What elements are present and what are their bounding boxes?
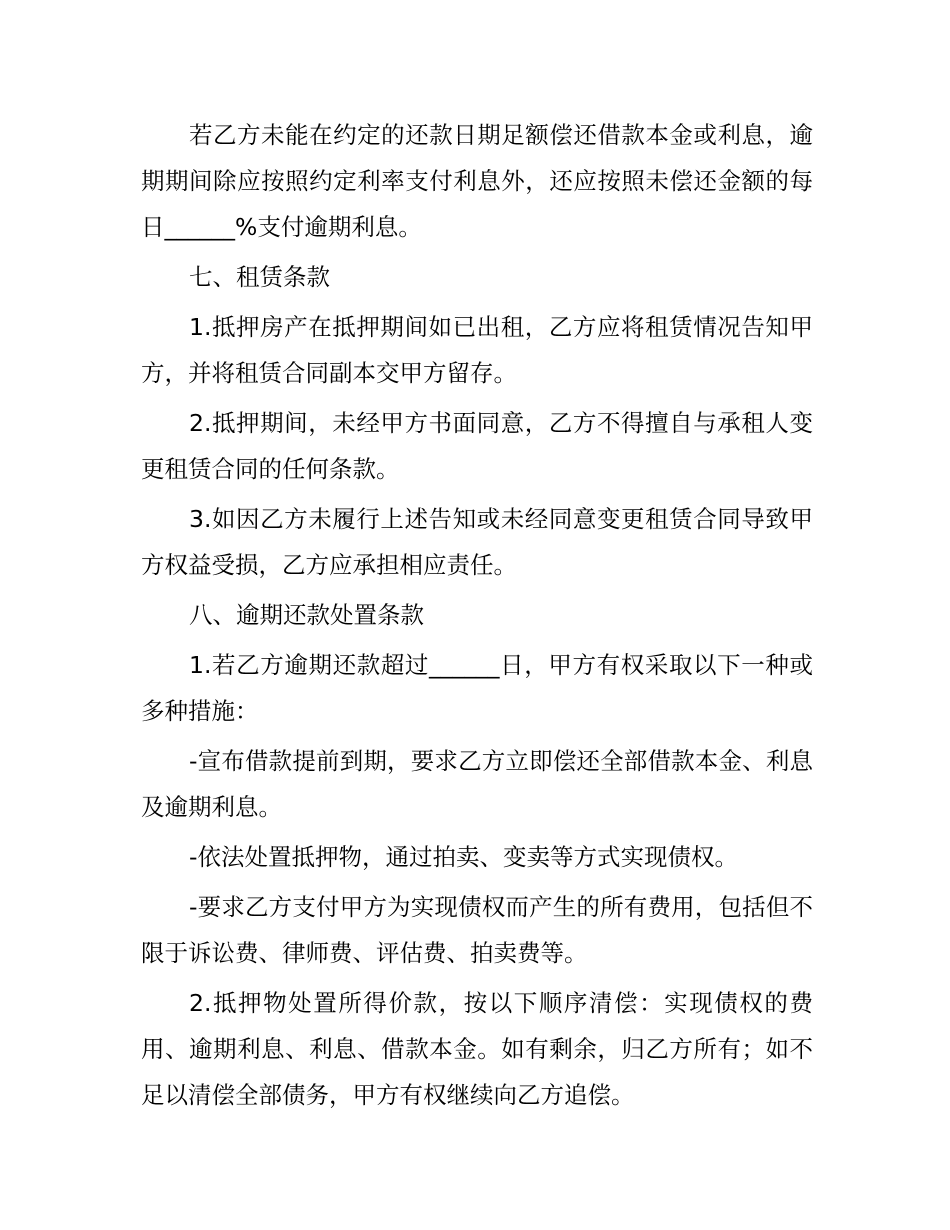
paragraph-disposal-measure-1: -宣布借款提前到期，要求乙方立即偿还全部借款本金、利息及逾期利息。 [141, 747, 813, 821]
paragraph-disposal-2: 2.抵押物处置所得价款，按以下顺序清偿：实现债权的费用、逾期利息、利息、借款本金。如有剩余，归乙方所有；如不足以清偿全部债务，甲方有权继续向乙方追偿。 [141, 989, 813, 1109]
paragraph-lease-3: 3.如因乙方未履行上述告知或未经同意变更租赁合同导致甲方权益受损，乙方应承担相应责任。 [141, 505, 813, 579]
paragraph-disposal-measure-2: -依法处置抵押物，通过拍卖、变卖等方式实现债权。 [189, 843, 738, 871]
section-heading-lease: 七、租赁条款 [189, 263, 330, 291]
paragraph-lease-2: 2.抵押期间，未经甲方书面同意，乙方不得擅自与承租人变更租赁合同的任何条款。 [141, 409, 813, 483]
document-body [141, 112, 813, 1118]
section-heading-overdue-disposal: 八、逾期还款处置条款 [189, 601, 424, 629]
paragraph-disposal-1: 1.若乙方逾期还款超过______日，甲方有权采取以下一种或多种措施： [141, 651, 813, 725]
paragraph-disposal-measure-3: -要求乙方支付甲方为实现债权而产生的所有费用，包括但不限于诉讼费、律师费、评估费、拍卖费等。 [141, 893, 813, 967]
paragraph-lease-1: 1.抵押房产在抵押期间如已出租，乙方应将租赁情况告知甲方，并将租赁合同副本交甲方留存。 [141, 313, 813, 387]
paragraph-overdue-interest: 若乙方未能在约定的还款日期足额偿还借款本金或利息，逾期期间除应按照约定利率支付利息外，还应按照未偿还金额的每日______%支付逾期利息。 [141, 121, 813, 241]
